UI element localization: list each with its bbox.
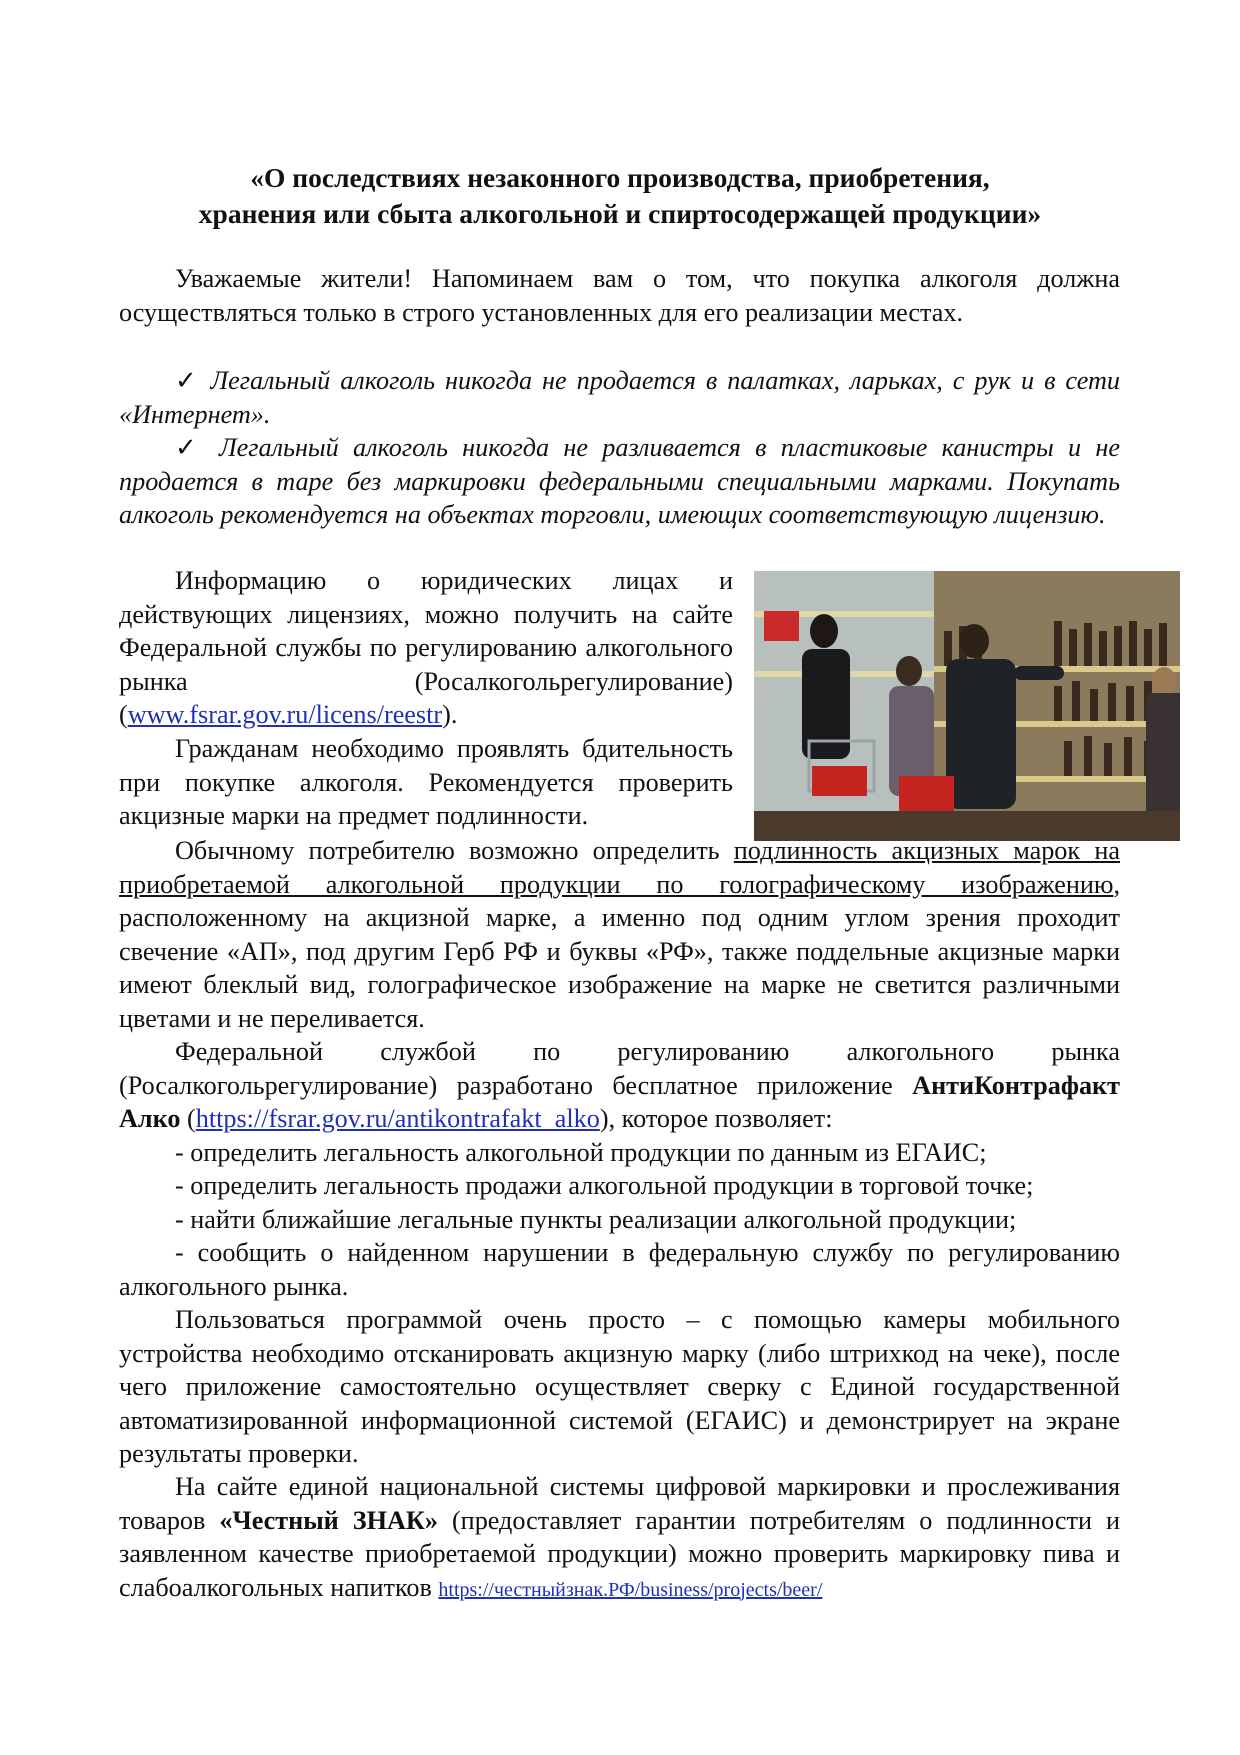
honest-text-before: На сайте единой национальной системы цифровой маркировки и прослеживания товаров	[119, 1472, 1120, 1535]
store-photo	[754, 571, 1180, 841]
honest-sign-name: «Честный ЗНАК»	[219, 1505, 438, 1535]
feature-item-1: - определить легальность алкогольной продукции по данным из ЕГАИС;	[175, 1138, 987, 1167]
honest-sign-beer-link[interactable]: https://честныйзнак.РФ/business/projects/beer/	[438, 1578, 823, 1601]
intro-paragraph: Уважаемые жители! Напоминаем вам о том, что покупка алкоголя должна осуществляться только в строго установленных для его реализации местах.	[119, 264, 1120, 327]
checkmark-icon: ✓	[175, 366, 201, 395]
hologram-underlined-text: подлинность акцизных марок на приобретаемой алкогольной продукции по голографическому изображению	[119, 836, 1120, 899]
license-info-after: ).	[442, 700, 458, 729]
store-photo-image	[754, 571, 1180, 841]
app-text-after: ), которое позволяет:	[599, 1104, 833, 1133]
vigilance-paragraph: Гражданам необходимо проявлять бдительность при покупке алкоголя. Рекомендуется проверить акцизные марки на предмет подлинности.	[119, 734, 733, 830]
hologram-text-before: Обычному потребителю возможно определить	[175, 836, 734, 865]
antikontrafakt-link[interactable]: https://fsrar.gov.ru/antikontrafakt_alko	[195, 1104, 600, 1133]
feature-item-4: - сообщить о найденном нарушении в федеральную службу по регулированию алкогольного рынка.	[119, 1238, 1120, 1301]
feature-item-2: - определить легальность продажи алкогольной продукции в торговой точке;	[175, 1171, 1034, 1200]
license-registry-link[interactable]: www.fsrar.gov.ru/licens/reestr	[127, 700, 443, 729]
honest-sign-paragraph	[119, 1470, 1120, 1607]
title-line-1: «О последствиях незаконного производства, приобретения,	[250, 162, 990, 193]
hologram-paragraph	[119, 834, 1120, 1035]
check-item-2-text: Легальный алкоголь никогда не разливается в пластиковые канистры и не продается в таре без маркировки федеральными специальными марками. Покупать алкоголь рекомендуется на объектах торговли, имеющих соответствующую лицензию.	[119, 433, 1120, 529]
honest-text-middle: (предоставляет гарантии потребителям о подлинности и заявленном качестве приобретаемой продукции) можно проверить маркировку пива и слабоалкогольных напитков	[119, 1505, 1120, 1602]
title-line-2: хранения или сбыта алкогольной и спиртосодержащей продукции»	[198, 198, 1042, 229]
document-title	[110, 160, 1130, 232]
check-item-1-text: Легальный алкоголь никогда не продается в палатках, ларьках, с рук и в сети «Интернет».	[119, 366, 1120, 429]
check-item-1	[119, 364, 1120, 431]
checkmark-icon: ✓	[175, 433, 205, 462]
app-name: АнтиКонтрафакт Алко	[119, 1070, 1120, 1133]
app-text-before: Федеральной службой по регулированию алкогольного рынка (Росалкогольрегулирование) разработано бесплатное приложение	[119, 1037, 1120, 1100]
check-item-2	[119, 431, 1120, 532]
license-info-paragraph	[119, 564, 733, 732]
app-paragraph	[119, 1035, 1120, 1136]
usage-paragraph: Пользоваться программой очень просто – с помощью камеры мобильного устройства необходимо отсканировать акцизную марку (либо штрихкод на чеке), после чего приложение самостоятельно осуществляет сверку с Единой государственной автоматизированной информационной системой (ЕГАИС) и демонстрирует на экране результаты проверки.	[119, 1305, 1120, 1468]
feature-item-3: - найти ближайшие легальные пункты реализации алкогольной продукции;	[175, 1205, 1017, 1234]
hologram-text-after: , расположенному на акцизной марке, а именно под одним углом зрения проходит свечение «АП», под другим Герб РФ и буквы «РФ», также поддельные акцизные марки имеют блеклый вид, голографическое изображение на марке не светится различными цветами и не переливается.	[119, 869, 1120, 1033]
app-open-paren: (	[180, 1104, 196, 1133]
license-info-text: Информацию о юридических лицах и действующих лицензиях, можно получить на сайте Федеральной службы по регулированию алкогольного рынка (Росалкогольрегулирование) (	[119, 566, 733, 729]
